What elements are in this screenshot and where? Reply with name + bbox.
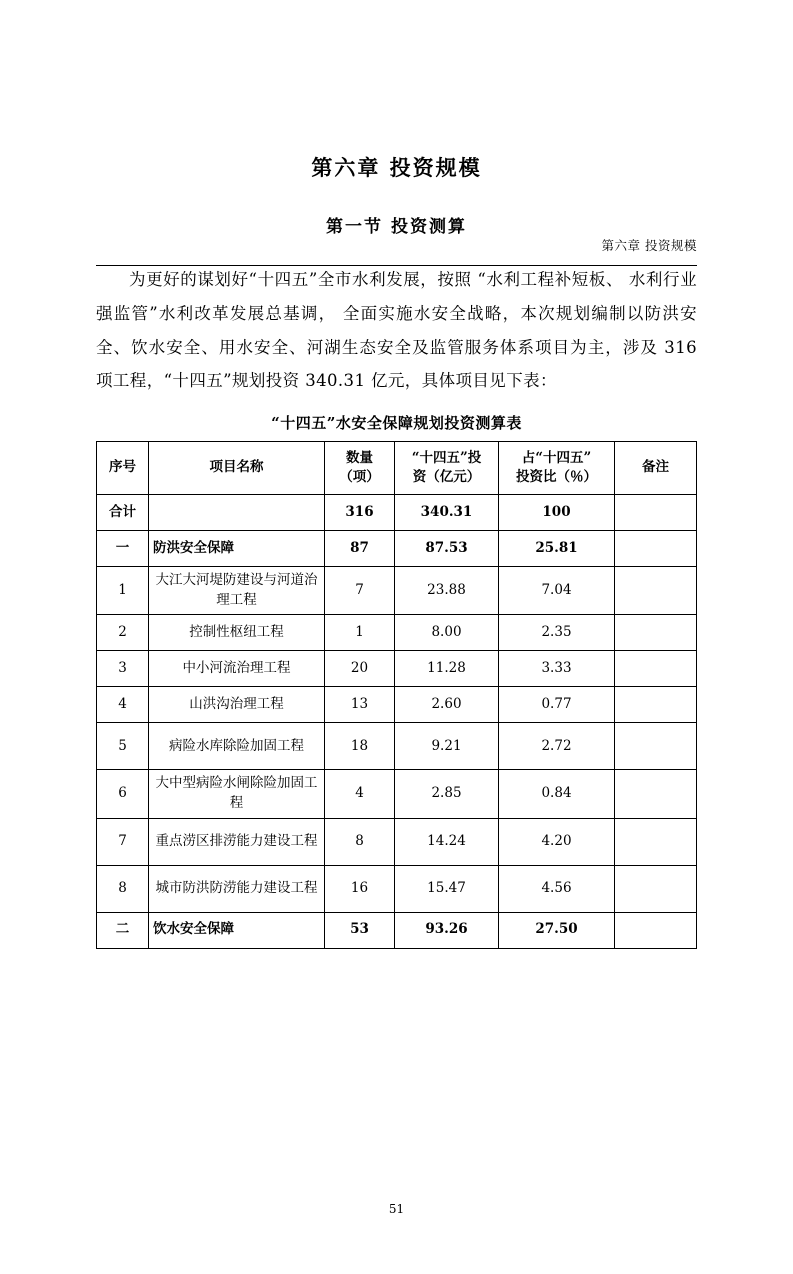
cell-pct: 2.35 xyxy=(499,615,615,651)
cell-qty: 8 xyxy=(325,818,395,865)
cell-name xyxy=(149,495,325,531)
cell-invest: 14.24 xyxy=(395,818,499,865)
table-header xyxy=(97,442,697,495)
table-row xyxy=(97,865,697,912)
cell-pct: 2.72 xyxy=(499,723,615,770)
cell-note xyxy=(615,723,697,770)
cell-note xyxy=(615,865,697,912)
column-header-note: 备注 xyxy=(615,442,697,495)
table-row xyxy=(97,615,697,651)
cell-note xyxy=(615,687,697,723)
document-page xyxy=(0,152,793,1274)
cell-qty: 1 xyxy=(325,615,395,651)
cell-qty: 53 xyxy=(325,912,395,948)
cell-name: 中小河流治理工程 xyxy=(149,651,325,687)
cell-qty: 13 xyxy=(325,687,395,723)
table-row xyxy=(97,687,697,723)
cell-note xyxy=(615,615,697,651)
table-caption: “十四五”水安全保障规划投资测算表 xyxy=(271,414,522,433)
table-row xyxy=(97,531,697,567)
table-row xyxy=(97,567,697,615)
header-divider xyxy=(96,265,697,266)
running-head: 第六章 投资规模 xyxy=(601,238,697,253)
cell-name: 城市防洪防涝能力建设工程 xyxy=(149,865,325,912)
column-header-pct-line2: 投资比（％） xyxy=(516,469,597,486)
cell-invest: 93.26 xyxy=(395,912,499,948)
cell-no: 6 xyxy=(97,770,149,818)
cell-note xyxy=(615,495,697,531)
cell-note xyxy=(615,567,697,615)
cell-qty: 87 xyxy=(325,531,395,567)
cell-no: 7 xyxy=(97,818,149,865)
cell-no: 2 xyxy=(97,615,149,651)
table-row xyxy=(97,495,697,531)
cell-pct: 27.50 xyxy=(499,912,615,948)
cell-pct: 25.81 xyxy=(499,531,615,567)
cell-name: 大江大河堤防建设与河道治理工程 xyxy=(149,567,325,615)
column-header-pct-line1: 占“十四五” xyxy=(521,449,592,466)
table-header-row xyxy=(97,442,697,495)
cell-note xyxy=(615,818,697,865)
cell-invest: 2.85 xyxy=(395,770,499,818)
cell-no: 二 xyxy=(97,912,149,948)
cell-pct: 100 xyxy=(499,495,615,531)
body-paragraph: 为更好的谋划好“十四五”全市水利发展，按照 “水利工程补短板、 水利行业强监管”水利改革发展总基调， 全面实施水安全战略，本次规划编制以防洪安全、饮水安全、用水安全、河湖生态安全及监管服务体系项目为主，涉及 316 项工程，“十四五”规划投资 340.31 亿元，具体项目见下表： xyxy=(96,270,697,391)
cell-name: 病险水库除险加固工程 xyxy=(149,723,325,770)
cell-pct: 4.20 xyxy=(499,818,615,865)
column-header-invest xyxy=(395,442,499,495)
cell-name: 饮水安全保障 xyxy=(149,912,325,948)
cell-no: 4 xyxy=(97,687,149,723)
cell-note xyxy=(615,912,697,948)
cell-pct: 7.04 xyxy=(499,567,615,615)
section-title: 第一节 投资测算 xyxy=(326,217,467,237)
cell-invest: 23.88 xyxy=(395,567,499,615)
cell-note xyxy=(615,531,697,567)
cell-invest: 87.53 xyxy=(395,531,499,567)
cell-no: 3 xyxy=(97,651,149,687)
cell-pct: 0.84 xyxy=(499,770,615,818)
cell-invest: 340.31 xyxy=(395,495,499,531)
cell-pct: 0.77 xyxy=(499,687,615,723)
column-header-invest-line2: 资（亿元） xyxy=(412,469,481,486)
cell-invest: 8.00 xyxy=(395,615,499,651)
column-header-name: 项目名称 xyxy=(149,442,325,495)
cell-note xyxy=(615,770,697,818)
cell-pct: 4.56 xyxy=(499,865,615,912)
table-body xyxy=(97,495,697,948)
cell-no: 5 xyxy=(97,723,149,770)
cell-qty: 20 xyxy=(325,651,395,687)
cell-invest: 15.47 xyxy=(395,865,499,912)
page-number: 51 xyxy=(388,1202,405,1216)
cell-qty: 18 xyxy=(325,723,395,770)
cell-qty: 7 xyxy=(325,567,395,615)
cell-name: 大中型病险水闸除险加固工程 xyxy=(149,770,325,818)
chapter-title: 第六章 投资规模 xyxy=(311,156,482,180)
column-header-qty-line1: 数量 xyxy=(346,449,373,466)
cell-qty: 4 xyxy=(325,770,395,818)
cell-pct: 3.33 xyxy=(499,651,615,687)
cell-qty: 316 xyxy=(325,495,395,531)
cell-no: 合计 xyxy=(97,495,149,531)
cell-no: 1 xyxy=(97,567,149,615)
cell-no: 一 xyxy=(97,531,149,567)
cell-invest: 11.28 xyxy=(395,651,499,687)
table-row xyxy=(97,818,697,865)
cell-name: 防洪安全保障 xyxy=(149,531,325,567)
table-row xyxy=(97,770,697,818)
cell-name: 山洪沟治理工程 xyxy=(149,687,325,723)
cell-note xyxy=(615,651,697,687)
cell-invest: 2.60 xyxy=(395,687,499,723)
cell-no: 8 xyxy=(97,865,149,912)
table-row xyxy=(97,912,697,948)
column-header-pct xyxy=(499,442,615,495)
investment-table xyxy=(96,441,697,948)
column-header-qty-line2: （项） xyxy=(339,469,380,486)
cell-invest: 9.21 xyxy=(395,723,499,770)
cell-qty: 16 xyxy=(325,865,395,912)
column-header-qty xyxy=(325,442,395,495)
cell-name: 控制性枢纽工程 xyxy=(149,615,325,651)
column-header-invest-line1: “十四五”投 xyxy=(411,449,482,466)
column-header-no: 序号 xyxy=(97,442,149,495)
table-row xyxy=(97,651,697,687)
cell-name: 重点涝区排涝能力建设工程 xyxy=(149,818,325,865)
table-row xyxy=(97,723,697,770)
